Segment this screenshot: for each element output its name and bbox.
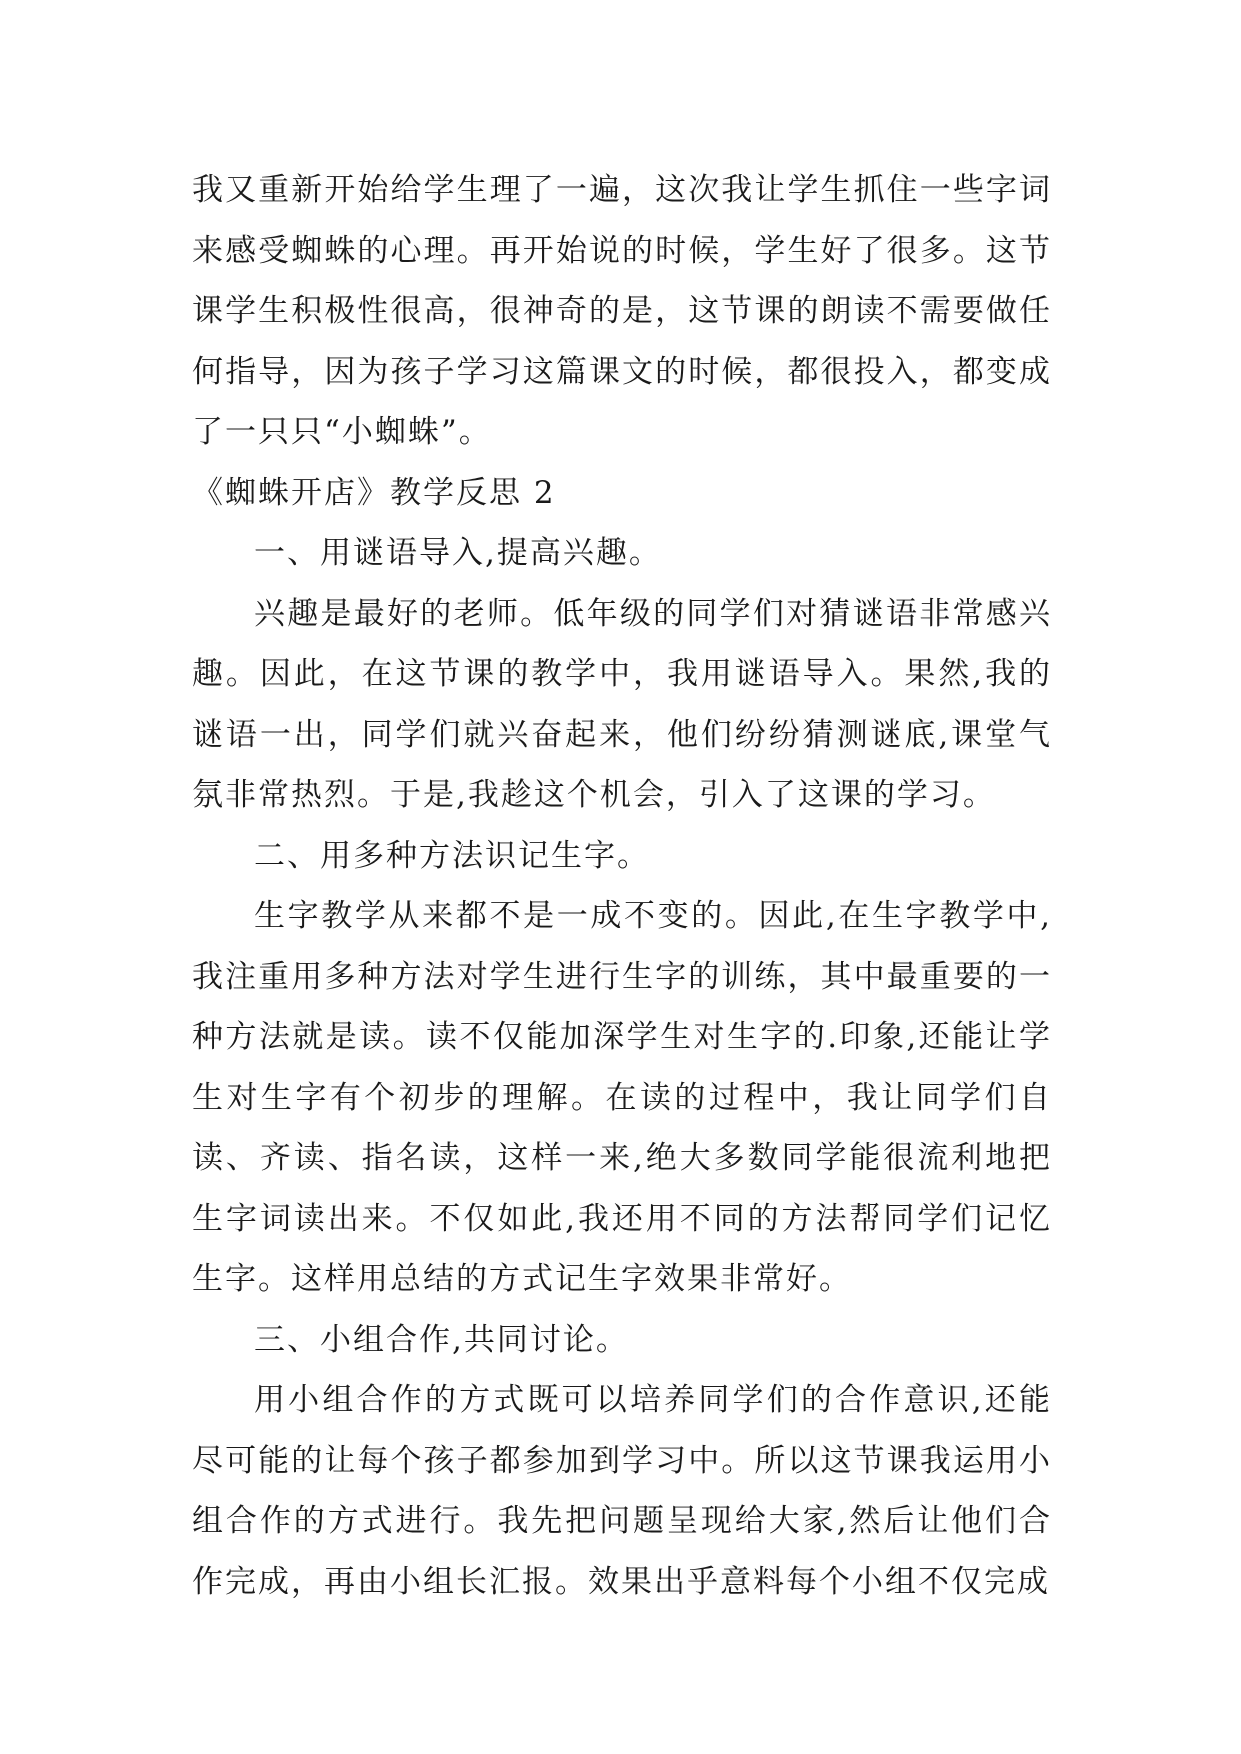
heading-two: 二、用多种方法识记生字。 (254, 837, 650, 874)
heading-one: 一、用谜语导入,提高兴趣。 (254, 535, 662, 571)
heading-three: 三、小组合作,共同讨论。 (254, 1321, 629, 1358)
document-body (192, 160, 1052, 1612)
paragraph-group-work: 用小组合作的方式既可以培养同学们的合作意识,还能尽可能的让每个孩子都参加到学习中。所以这节课我运用小组合作的方式进行。我先把问题呈现给大家,然后让他们合作完成，再由小组长汇报。效果出乎意料每个小组不仅完成 (192, 1382, 1052, 1600)
section-title: 《蜘蛛开店》教学反思 2 (192, 474, 556, 511)
paragraph-characters: 生字教学从来都不是一成不变的。因此,在生字教学中,我注重用多种方法对学生进行生字的训练，其中最重要的一种方法就是读。读不仅能加深学生对生字的.印象,还能让学生对生字有个初步的理解。在读的过程中，我让同学们自读、齐读、指名读，这样一来,绝大多数同学能很流利地把生字词读出来。不仅如此,我还用不同的方法帮同学们记忆生字。这样用总结的方式记生字效果非常好。 (192, 898, 1052, 1297)
paragraph-interest: 兴趣是最好的老师。低年级的同学们对猜谜语非常感兴趣。因此，在这节课的教学中，我用谜语导入。果然,我的谜语一出，同学们就兴奋起来，他们纷纷猜测谜底,课堂气氛非常热烈。于是,我趁这个机会，引入了这课的学习。 (192, 595, 1052, 813)
paragraph-continuation: 我又重新开始给学生理了一遍，这次我让学生抓住一些字词来感受蜘蛛的心理。再开始说的时候，学生好了很多。这节课学生积极性很高，很神奇的是，这节课的朗读不需要做任何指导，因为孩子学习这篇课文的时候，都很投入，都变成了一只只“小蜘蛛”。 (192, 172, 1052, 450)
